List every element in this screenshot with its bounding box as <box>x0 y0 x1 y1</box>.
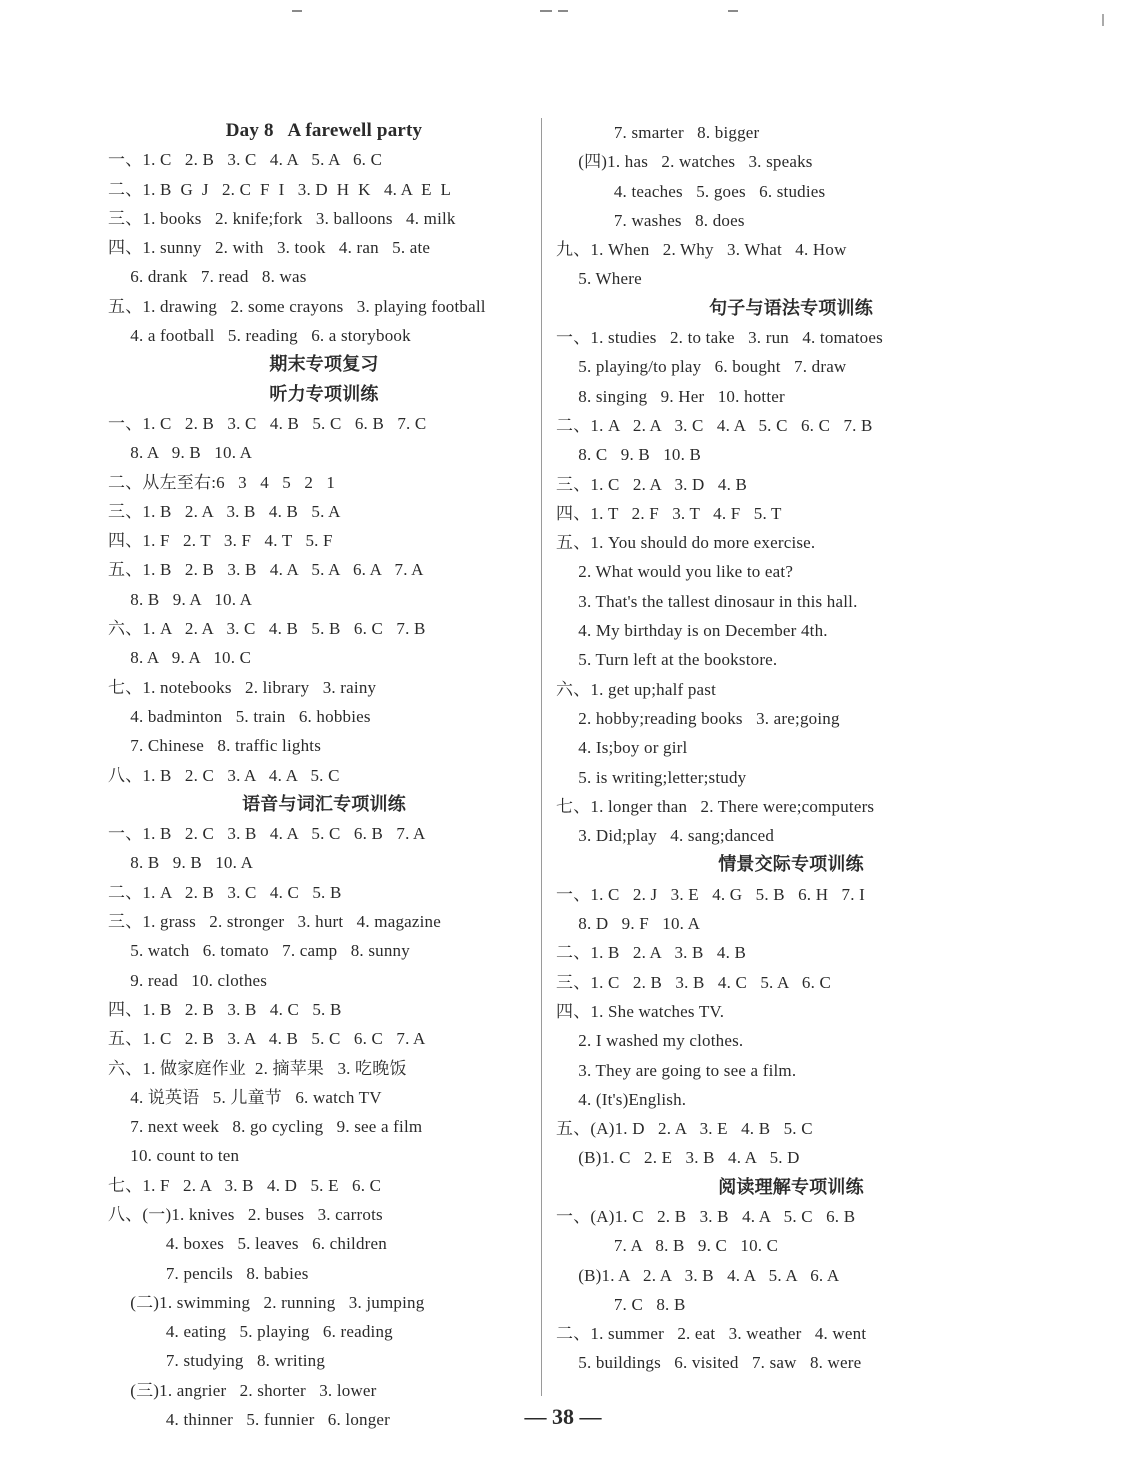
answer-line: 四、1. T 2. F 3. T 4. F 5. T <box>556 503 782 523</box>
answer-line: 8. B 9. B 10. A <box>108 853 254 873</box>
answer-line: 三、1. books 2. knife;fork 3. balloons 4. milk <box>108 208 456 228</box>
section-heading: 情景交际专项训练 <box>718 854 864 876</box>
answer-line: 一、1. studies 2. to take 3. run 4. tomatoes <box>556 328 883 348</box>
answer-line: 4. Is;boy or girl <box>556 738 688 758</box>
answer-line: 一、1. B 2. C 3. B 4. A 5. C 6. B 7. A <box>108 824 426 844</box>
scan-mark <box>292 10 302 12</box>
section-heading: 阅读理解专项训练 <box>718 1176 864 1198</box>
answer-line: 4. (It's)English. <box>556 1089 687 1109</box>
answer-line: 5. buildings 6. visited 7. saw 8. were <box>556 1353 862 1373</box>
answer-line: 二、1. summer 2. eat 3. weather 4. went <box>556 1324 867 1344</box>
section-heading: 句子与语法专项训练 <box>709 297 873 319</box>
answer-line: 5. Where <box>556 269 642 289</box>
answer-line: 九、1. When 2. Why 3. What 4. How <box>556 240 847 260</box>
answer-line: 四、1. She watches TV. <box>556 1001 725 1021</box>
answer-line: 3. They are going to see a film. <box>556 1060 797 1080</box>
answer-line: 8. A 9. B 10. A <box>108 443 253 463</box>
answer-line: 五、1. C 2. B 3. A 4. B 5. C 6. C 7. A <box>108 1029 426 1049</box>
answer-line: 四、1. F 2. T 3. F 4. T 5. F <box>108 531 333 551</box>
scan-mark <box>540 10 552 12</box>
answer-line: 三、1. grass 2. stronger 3. hurt 4. magazine <box>108 912 442 932</box>
answer-line: 7. smarter 8. bigger <box>556 123 760 142</box>
answer-line: 5. watch 6. tomato 7. camp 8. sunny <box>108 941 410 961</box>
page-number: — 38 — <box>524 1404 602 1429</box>
answer-line: 7. pencils 8. babies <box>108 1263 309 1283</box>
answer-line: (B)1. A 2. A 3. B 4. A 5. A 6. A <box>556 1265 840 1285</box>
section-heading: 语音与词汇专项训练 <box>242 793 406 815</box>
answer-line: 4. a football 5. reading 6. a storybook <box>108 326 411 346</box>
scan-mark <box>728 10 738 12</box>
section-heading: Day 8 A farewell party <box>225 120 423 141</box>
answer-line: 二、1. A 2. B 3. C 4. C 5. B <box>108 882 342 902</box>
answer-line: 8. B 9. A 10. A <box>108 589 253 609</box>
answer-line: (三)1. angrier 2. shorter 3. lower <box>108 1380 377 1400</box>
answer-line: (四)1. has 2. watches 3. speaks <box>556 152 813 172</box>
scan-mark <box>1102 14 1104 26</box>
answer-line: 4. 说英语 5. 儿童节 6. watch TV <box>108 1087 382 1107</box>
answer-line: 二、1. B 2. A 3. B 4. B <box>556 943 747 963</box>
answer-line: 9. read 10. clothes <box>108 970 268 990</box>
answer-line: 五、(A)1. D 2. A 3. E 4. B 5. C <box>556 1119 813 1139</box>
answer-line: 三、1. C 2. A 3. D 4. B <box>556 474 748 494</box>
answer-line: 2. What would you like to eat? <box>556 562 794 582</box>
answer-line: 8. D 9. F 10. A <box>556 914 701 934</box>
answer-line: 八、(一)1. knives 2. buses 3. carrots <box>108 1204 383 1224</box>
right-column <box>556 118 1026 1378</box>
answer-line: (B)1. C 2. E 3. B 4. A 5. D <box>556 1148 800 1168</box>
answer-line: 一、(A)1. C 2. B 3. B 4. A 5. C 6. B <box>556 1206 856 1226</box>
answer-line: 8. C 9. B 10. B <box>556 445 702 465</box>
answer-line: 五、1. You should do more exercise. <box>556 533 816 553</box>
answer-line: 2. hobby;reading books 3. are;going <box>556 708 840 728</box>
answer-line: 四、1. sunny 2. with 3. took 4. ran 5. ate <box>108 238 431 258</box>
answer-line: 4. eating 5. playing 6. reading <box>108 1322 393 1342</box>
answer-line: 三、1. B 2. A 3. B 4. B 5. A <box>108 501 341 521</box>
scan-mark <box>558 10 568 12</box>
answer-line: 六、1. A 2. A 3. C 4. B 5. B 6. C 7. B <box>108 619 426 639</box>
answer-line: 六、1. get up;half past <box>556 679 717 699</box>
answer-line: 10. count to ten <box>108 1146 240 1166</box>
answer-line: 7. washes 8. does <box>556 210 745 230</box>
answer-line: 四、1. B 2. B 3. B 4. C 5. B <box>108 999 342 1019</box>
answer-line: 5. Turn left at the bookstore. <box>556 650 778 670</box>
answer-line: 7. next week 8. go cycling 9. see a film <box>108 1117 423 1137</box>
column-divider <box>541 118 542 1396</box>
answer-line: 7. Chinese 8. traffic lights <box>108 736 322 756</box>
answer-line: 八、1. B 2. C 3. A 4. A 5. C <box>108 765 340 785</box>
answer-line: 六、1. 做家庭作业 2. 摘苹果 3. 吃晚饭 <box>108 1058 407 1078</box>
answer-line: 一、1. C 2. B 3. C 4. B 5. C 6. B 7. C <box>108 413 427 433</box>
answer-line: 4. My birthday is on December 4th. <box>556 621 828 641</box>
answer-line: 7. C 8. B <box>556 1294 686 1314</box>
answer-line: 3. Did;play 4. sang;danced <box>556 826 775 846</box>
answer-line: 6. drank 7. read 8. was <box>108 267 307 287</box>
section-heading: 听力专项训练 <box>269 383 379 405</box>
answer-line: 一、1. C 2. B 3. C 4. A 5. A 6. C <box>108 150 383 170</box>
answer-line: 七、1. notebooks 2. library 3. rainy <box>108 677 377 697</box>
answer-line: 7. studying 8. writing <box>108 1351 326 1371</box>
answer-line: 2. I washed my clothes. <box>556 1031 744 1051</box>
answer-line: 三、1. C 2. B 3. B 4. C 5. A 6. C <box>556 972 832 992</box>
answer-line: 五、1. B 2. B 3. B 4. A 5. A 6. A 7. A <box>108 560 424 580</box>
answer-line: 4. boxes 5. leaves 6. children <box>108 1234 387 1254</box>
answer-line: 二、从左至右:6 3 4 5 2 1 <box>108 472 336 492</box>
answer-line: 5. playing/to play 6. bought 7. draw <box>556 357 847 377</box>
answer-line: 七、1. longer than 2. There were;computers <box>556 796 875 816</box>
answer-line: (二)1. swimming 2. running 3. jumping <box>108 1292 425 1312</box>
answer-line: 二、1. A 2. A 3. C 4. A 5. C 6. C 7. B <box>556 415 873 435</box>
left-column <box>108 116 540 1434</box>
answer-line: 8. A 9. A 10. C <box>108 648 252 668</box>
answer-line: 4. badminton 5. train 6. hobbies <box>108 706 371 726</box>
answer-line: 七、1. F 2. A 3. B 4. D 5. E 6. C <box>108 1175 382 1195</box>
answer-line: 二、1. B G J 2. C F I 3. D H K 4. A E L <box>108 179 452 199</box>
answer-line: 五、1. drawing 2. some crayons 3. playing football <box>108 296 486 316</box>
answer-line: 5. is writing;letter;study <box>556 767 747 787</box>
scan-marks <box>0 6 1126 18</box>
answer-line: 一、1. C 2. J 3. E 4. G 5. B 6. H 7. I <box>556 884 865 904</box>
answer-line: 7. A 8. B 9. C 10. C <box>556 1236 779 1256</box>
answer-line: 4. thinner 5. funnier 6. longer <box>108 1410 391 1430</box>
answer-line: 3. That's the tallest dinosaur in this hall. <box>556 591 858 611</box>
answer-line: 4. teaches 5. goes 6. studies <box>556 181 826 201</box>
answer-line: 8. singing 9. Her 10. hotter <box>556 386 785 406</box>
section-heading: 期末专项复习 <box>269 354 379 376</box>
